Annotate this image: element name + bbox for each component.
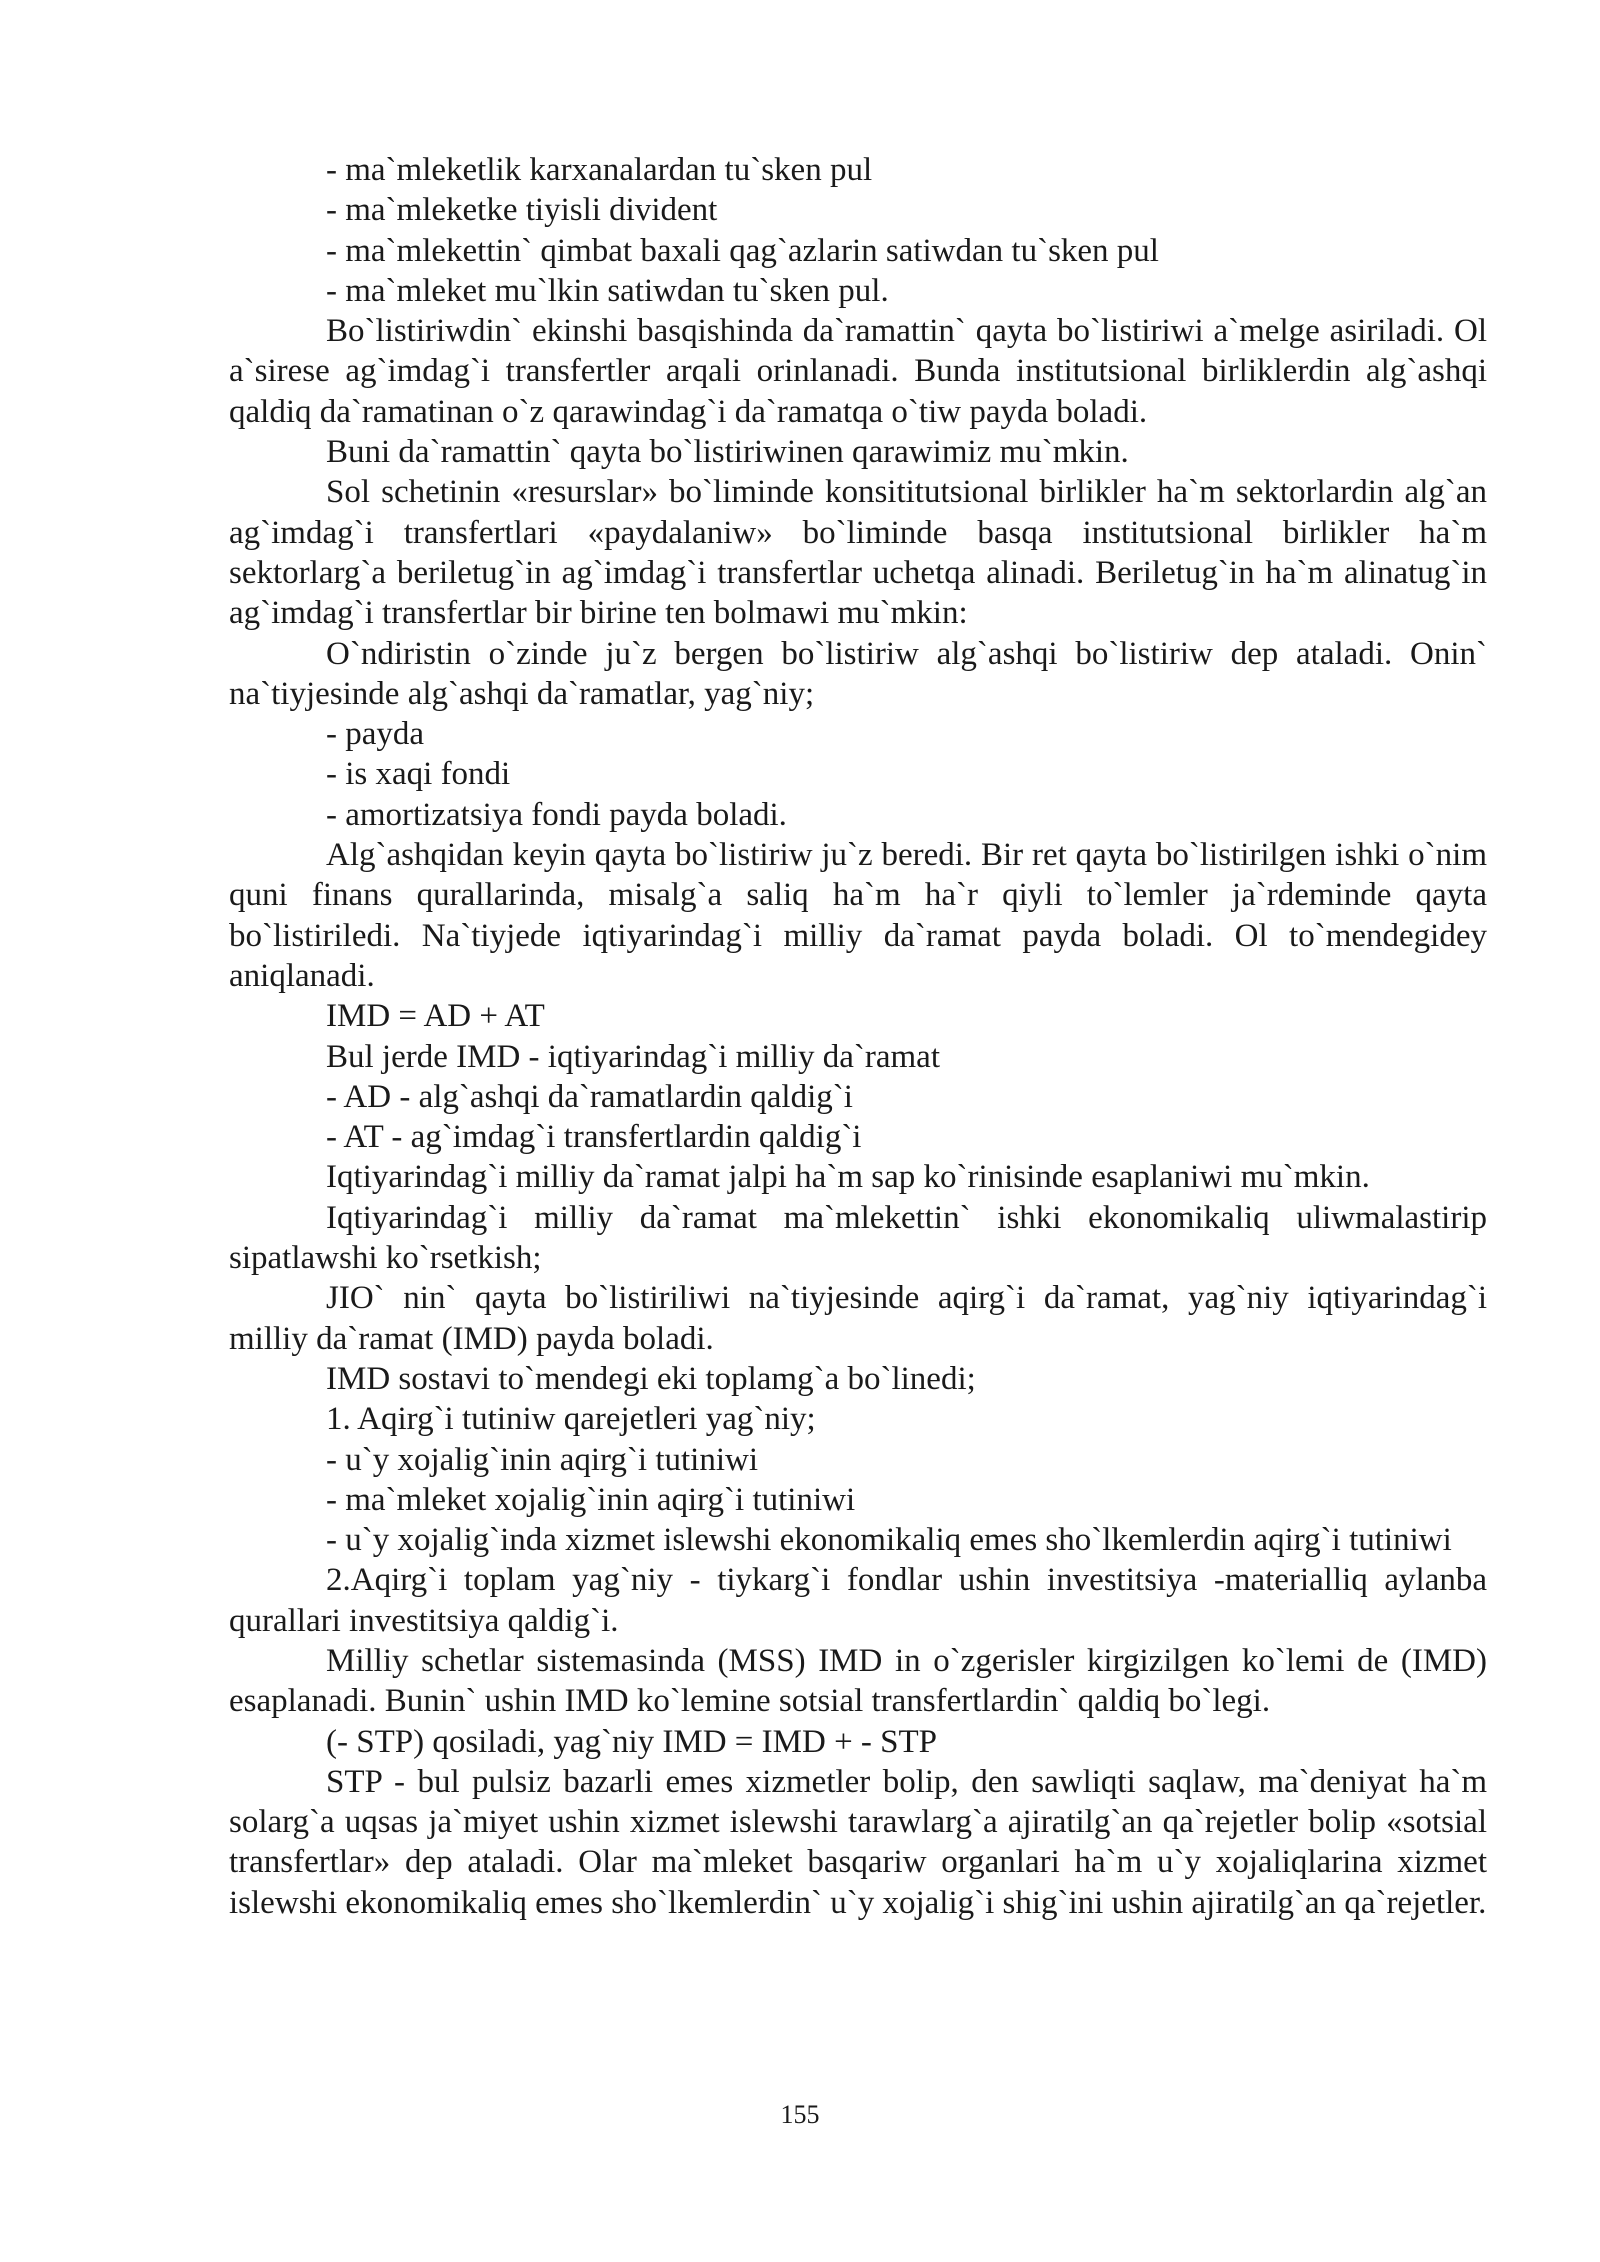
list-item: - is xaqi fondi xyxy=(326,756,511,793)
paragraph: JIO` nin` qayta bo`listiriliwi na`tiyjesinde aqirg`i da`ramat, yag`niy iqtiyarindag`i milliy da`ramat (IMD) payda boladi. xyxy=(229,1280,1487,1357)
list-item: - ma`mlekettin` qimbat baxali qag`azlarin satiwdan tu`sken pul xyxy=(326,232,1159,269)
list-item: - u`y xojalig`inin aqirg`i tutiniwi xyxy=(326,1441,758,1478)
paragraph: Bo`listiriwdin` ekinshi basqishinda da`ramattin` qayta bo`listiriwi a`melge asiriladi. Ol a`sirese ag`imdag`i transfertler arqali orinlanadi. Bunda institutsional birliklerdin alg`ashqi qaldiq da`ramatinan o`z qarawindag`i da`ramatqa o`tiw payda boladi. xyxy=(229,313,1487,430)
formula-legend: - AT - ag`imdag`i transfertlardin qaldig`i xyxy=(326,1119,862,1156)
paragraph: STP - bul pulsiz bazarli emes xizmetler bolip, den sawliqti saqlaw, ma`deniyat ha`m solarg`a uqsas ja`miyet ushin xizmet islewshi tarawlarg`a ajiratilg`an qa`rejetler bolip «sotsial transfertlar» dep ataladi. Olar ma`mleket basqariw organlari ha`m u`y xojaliqlarina xizmet islewshi ekonomikaliq emes sho`lkemlerdin` u`y xojalig`i shig`ini ushin ajiratilg`an qa`rejetler. xyxy=(229,1763,1487,1921)
list-item: - ma`mleket xojalig`inin aqirg`i tutiniwi xyxy=(326,1481,856,1518)
paragraph: Iqtiyarindag`i milliy da`ramat ma`mlekettin` ishki ekonomikaliq uliwmalastirip sipatlawshi ko`rsetkish; xyxy=(229,1199,1487,1277)
paragraph: IMD sostavi to`mendegi eki toplamg`a bo`linedi; xyxy=(326,1360,976,1397)
page-number: 155 xyxy=(780,2100,820,2129)
paragraph: Milliy schetlar sistemasinda (MSS) IMD in o`zgerisler kirgizilgen ko`lemi de (IMD) esaplanadi. Bunin` ushin IMD ko`lemine sotsial transfertlardin` qaldiq bo`legi. xyxy=(229,1642,1487,1720)
paragraph: 1. Aqirg`i tutiniw qarejetleri yag`niy; xyxy=(326,1401,816,1438)
list-item: - amortizatsiya fondi payda boladi. xyxy=(326,796,787,833)
list-item: - u`y xojalig`inda xizmet islewshi ekonomikaliq emes sho`lkemlerdin aqirg`i tutiniwi xyxy=(326,1522,1452,1559)
formula-legend: Bul jerde IMD - iqtiyarindag`i milliy da`ramat xyxy=(326,1038,940,1075)
paragraph: O`ndiristin o`zinde ju`z bergen bo`listiriw alg`ashqi bo`listiriw dep ataladi. Onin` na`tiyjesinde alg`ashqi da`ramatlar, yag`niy; xyxy=(229,635,1487,712)
paragraph: 2.Aqirg`i toplam yag`niy - tiykarg`i fondlar ushin investitsiya -materialliq aylanba qurallari investitsiya qaldig`i. xyxy=(229,1562,1487,1639)
list-item: - ma`mleketlik karxanalardan tu`sken pul xyxy=(326,152,873,188)
formula-line: (- STP) qosiladi, yag`niy IMD = IMD + - STP xyxy=(326,1723,938,1760)
list-item: - payda xyxy=(326,716,425,753)
body-text xyxy=(229,150,1487,1923)
formula-legend: - AD - alg`ashqi da`ramatlardin qaldig`i xyxy=(326,1078,853,1115)
paragraph: Iqtiyarindag`i milliy da`ramat jalpi ha`m sap ko`rinisinde esaplaniwi mu`mkin. xyxy=(326,1159,1370,1196)
formula: IMD = AD + AT xyxy=(326,998,545,1035)
paragraph: Sol schetinin «resurslar» bo`liminde konsititutsional birlikler ha`m sektorlardin alg`an ag`imdag`i transfertlari «paydalaniw» bo`liminde basqa institutsional birlikler ha`m sektorlarg`a beriletug`in ag`imdag`i transfertlar uchetqa alinadi. Beriletug`in ha`m alinatug`in ag`imdag`i transfertlar bir birine ten bolmawi mu`mkin: xyxy=(229,474,1487,632)
paragraph: Buni da`ramattin` qayta bo`listiriwinen qarawimiz mu`mkin. xyxy=(326,434,1129,471)
paragraph: Alg`ashqidan keyin qayta bo`listiriw ju`z beredi. Bir ret qayta bo`listirilgen ishki o`nim quni finans qurallarinda, misalg`a saliq ha`m ha`r qiyli to`lemler ja`rdeminde qayta bo`listiriledi. Na`tiyjede iqtiyarindag`i milliy da`ramat payda boladi. Ol to`mendegidey aniqlanadi. xyxy=(229,837,1487,994)
list-item: - ma`mleketke tiyisli divident xyxy=(326,192,718,229)
list-item: - ma`mleket mu`lkin satiwdan tu`sken pul. xyxy=(326,272,889,309)
